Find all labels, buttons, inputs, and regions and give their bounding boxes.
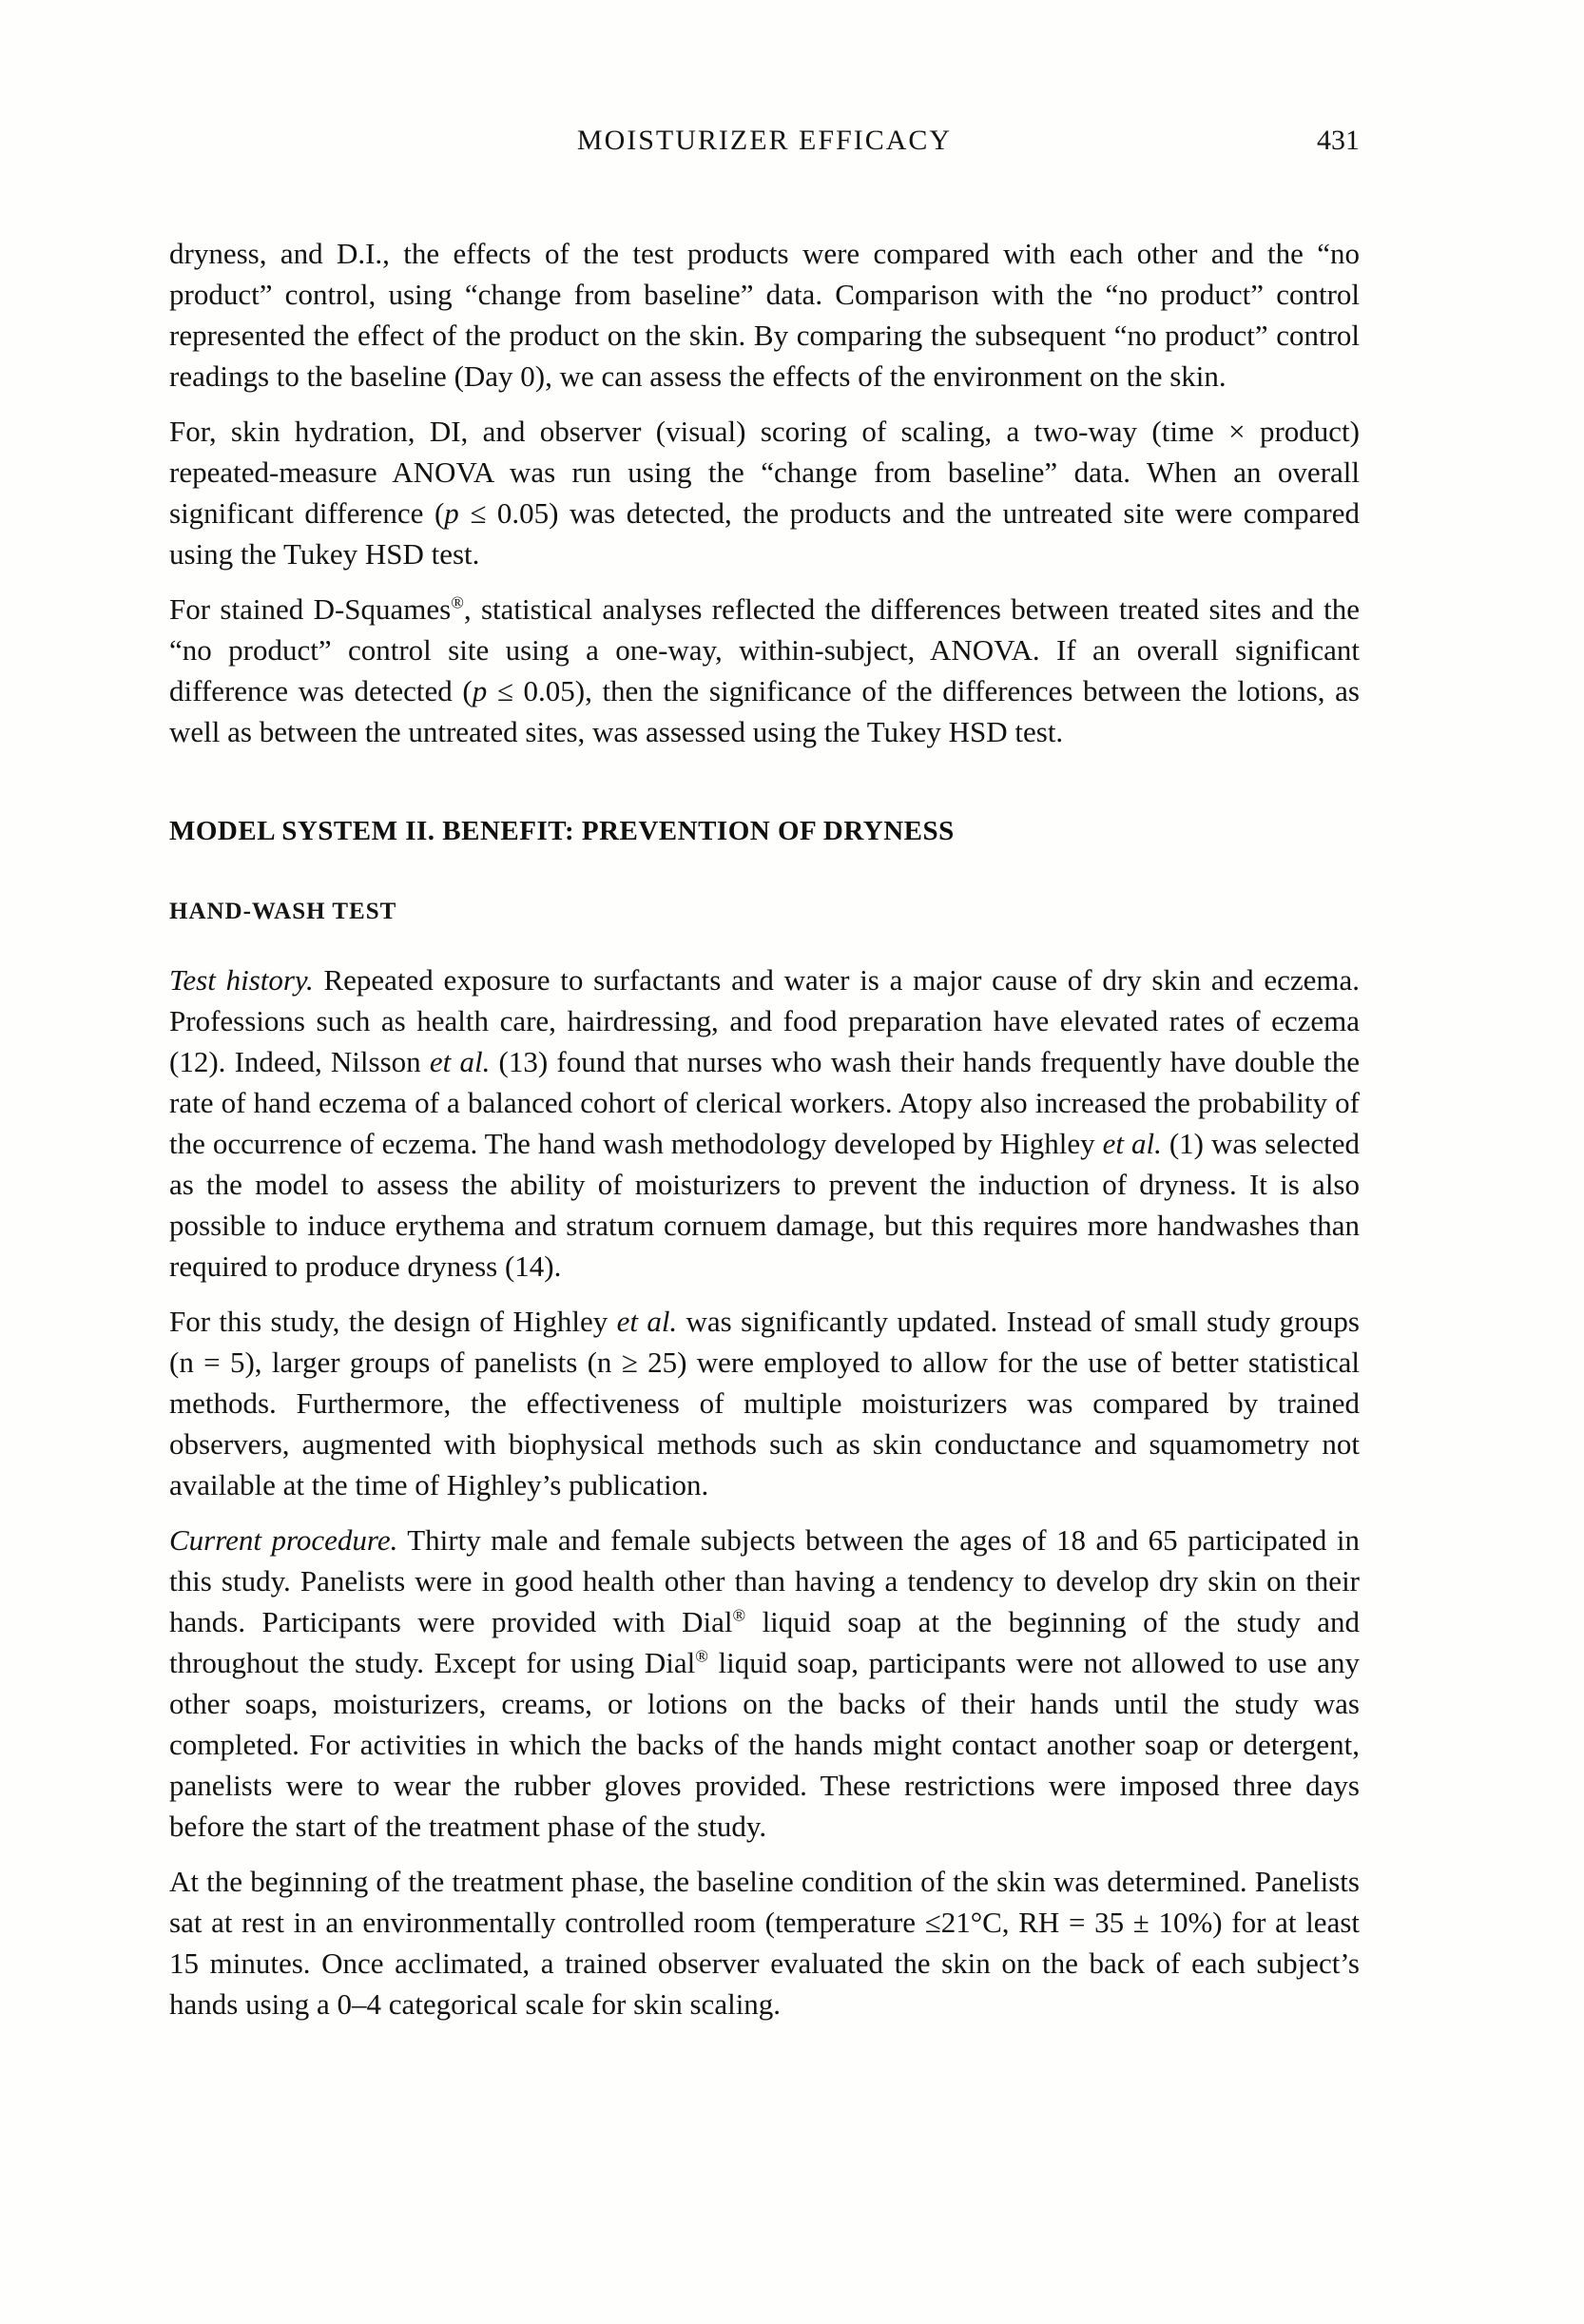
subsection-heading-hand-wash-test: HAND-WASH TEST [169,899,397,924]
paragraph-baseline-evaluation: At the beginning of the treatment phase, the baseline condition of the skin was determined. Panelists sat at rest in an environmentally controlled room (temperature ≤21°C, RH = 35 ± 10%) for at least 15 minutes. Once acclimated, a trained observer evaluated the skin on the back of each subject’s hands using a 0–4 categorical scale for skin scaling. [169,1865,1360,2021]
paragraph-dsquames-analysis: For stained D-Squames®, statistical analyses reflected the differences between treated sites and the “no product” control site using a one-way, within-subject, ANOVA. If an overall significant difference was detected (p ≤ 0.05), then the significance of the differences between the lotions, as well as between the untreated sites, was assessed using the Tukey HSD test. [169,592,1360,748]
paragraph-continuation-statistics: dryness, and D.I., the effects of the test products were compared with each other and the “no product” control, using “change from baseline” data. Comparison with the “no product” control represented the effect of the product on the skin. By comparing the subsequent “no product” control readings to the baseline (Day 0), we can assess the effects of the environment on the skin. [169,237,1360,393]
page-body [169,233,1360,2024]
running-head [169,125,1360,159]
paragraph-study-design-update: For this study, the design of Highley et al. was significantly updated. Instead of small study groups (n = 5), larger groups of panelists (n ≥ 25) were employed to allow for the use of better statistical methods. Furthermore, the effectiveness of multiple moisturizers was compared by trained observers, augmented with biophysical methods such as skin conductance and squamometry not available at the time of Highley’s publication. [169,1305,1360,1501]
paragraph-anova-hydration: For, skin hydration, DI, and observer (visual) scoring of scaling, a two-way (time × product) repeated-measure ANOVA was run using the “change from baseline” data. When an overall significant difference (p ≤ 0.05) was detected, the products and the untreated site were compared using the Tukey HSD test. [169,415,1360,571]
page-number: 431 [1317,125,1360,156]
running-title: MOISTURIZER EFFICACY [576,125,953,156]
paragraph-test-history: Test history. Repeated exposure to surfactants and water is a major cause of dry skin and eczema. Professions such as health care, hairdressing, and food preparation have elevated rates of eczema (12). Indeed, Nilsson et al. (13) found that nurses who wash their hands frequently have double the rate of hand eczema of a balanced cohort of clerical workers. Atopy also increased the probability of the occurrence of eczema. The hand wash methodology developed by Highley et al. (1) was selected as the model to assess the ability of moisturizers to prevent the induction of dryness. It is also possible to induce erythema and stratum cornuem damage, but this requires more handwashes than required to produce dryness (14). [169,963,1361,1283]
paragraph-current-procedure: Current procedure. Thirty male and female subjects between the ages of 18 and 65 participated in this study. Panelists were in good health other than having a tendency to develop dry skin on their hands. Participants were provided with Dial® liquid soap at the beginning of the study and throughout the study. Except for using Dial® liquid soap, participants were not allowed to use any other soaps, moisturizers, creams, or lotions on the backs of their hands until the study was completed. For activities in which the backs of the hands might contact another soap or detergent, panelists were to wear the rubber gloves provided. These restrictions were imposed three days before the start of the treatment phase of the study. [169,1523,1360,1843]
section-heading-model-system-ii: MODEL SYSTEM II. BENEFIT: PREVENTION OF DRYNESS [169,816,955,846]
